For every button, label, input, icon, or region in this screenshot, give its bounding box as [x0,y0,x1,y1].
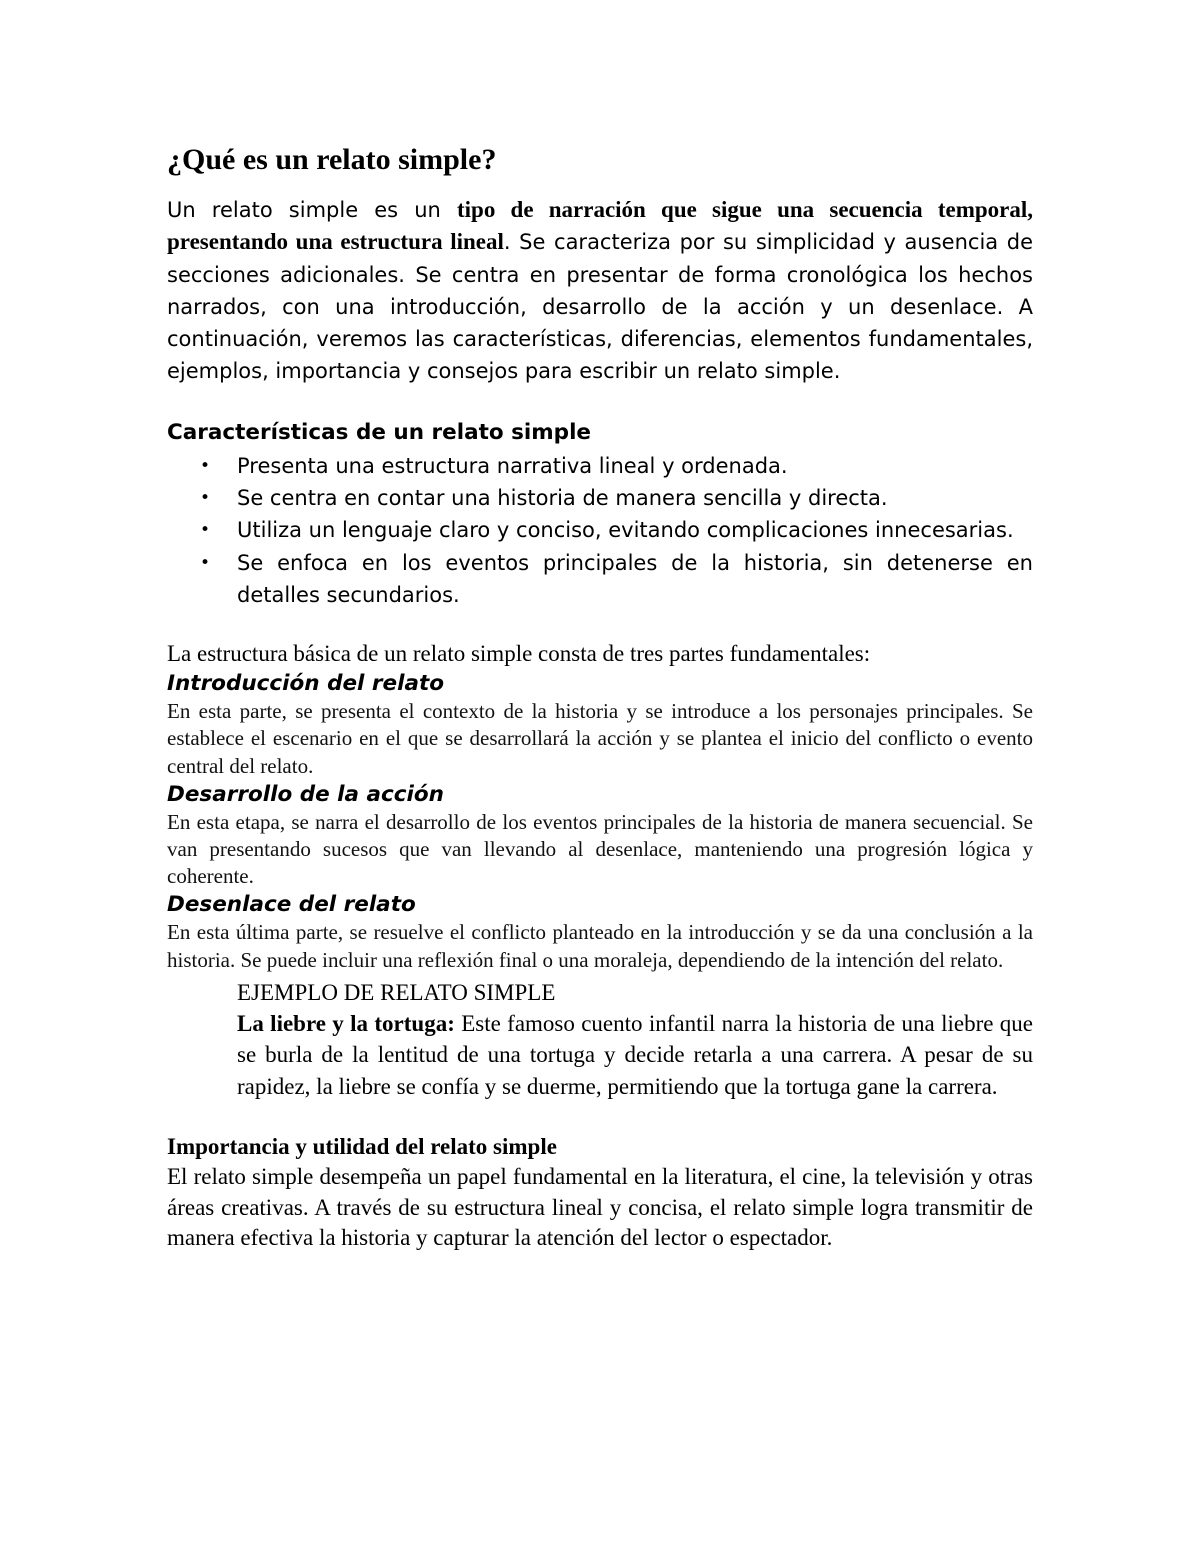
bullet-icon: • [200,488,211,509]
list-item-text: Presenta una estructura narrativa lineal y ordenada. [237,453,788,478]
example-body [237,1008,1033,1103]
example-heading: EJEMPLO DE RELATO SIMPLE [237,979,556,1005]
intro-bold-text: tipo de narración que sigue una secuencia temporal, presentando una estructura lineal [167,197,1033,255]
section-heading-introduccion: Introducción del relato [167,671,445,697]
section-text-introduccion: En esta parte, se presenta el contexto de la historia y se introduce a los personajes principales. Se establece el escenario en el que se desarrollará la acción y se plantea el inicio del conflicto o evento central del relato. [167,699,1033,778]
list-item-text: Utiliza un lenguaje claro y conciso, evitando complicaciones innecesarias. [237,518,1014,543]
page-title: ¿Qué es un relato simple? [167,143,497,176]
list-item-text: Se centra en contar una historia de manera sencilla y directa. [237,486,888,511]
list-item [200,514,1033,546]
example-block [237,978,1033,1103]
section-heading-desarrollo: Desarrollo de la acción [167,781,444,807]
list-item [200,547,1033,612]
section-heading-desenlace: Desenlace del relato [167,892,416,918]
features-list [167,450,1033,611]
intro-text-start: Un relato simple es un [167,198,457,222]
bullet-icon: • [200,552,211,573]
bullet-icon: • [200,520,211,541]
list-item [200,482,1033,514]
list-item-text: Se enfoca en los eventos principales de la historia, sin detenerse en detalles secundarios. [237,550,1033,607]
section-text-desenlace: En esta última parte, se resuelve el conflicto planteado en la introducción y se da una conclusión a la historia. Se puede incluir una reflexión final o una moraleja, dependiendo de la intención del relato. [167,920,1033,972]
example-text: Este famoso cuento infantil narra la historia de una liebre que se burla de la lentitud de una tortuga y decide retarla a una carrera. A pesar de su rapidez, la liebre se confía y se duerme, permitiendo que la tortuga gane la carrera. [237,1010,1033,1099]
structure-lead: La estructura básica de un relato simple consta de tres partes fundamentales: [167,641,871,667]
features-heading: Características de un relato simple [167,419,592,445]
intro-text-end: . Se caracteriza por su simplicidad y ausencia de secciones adicionales. Se centra en presentar de forma cronológica los hechos narrados, con una introducción, desarrollo de la acción y un desenlace. A continuación, veremos las características, diferencias, elementos fundamentales, ejemplos, importancia y consejos para escribir un relato simple. [167,230,1033,384]
section-text-desarrollo: En esta etapa, se narra el desarrollo de los eventos principales de la historia de manera secuencial. Se van presentando sucesos que van llevando al desenlace, manteniendo una progresión lógica y coherente. [167,809,1033,889]
list-item [200,450,1033,482]
document-page [167,138,1033,1254]
importance-text: El relato simple desempeña un papel fundamental en la literatura, el cine, la televisión y otras áreas creativas. A través de su estructura lineal y concisa, el relato simple logra transmitir de manera efectiva la historia y capturar la atención del lector o espectador. [167,1164,1033,1251]
intro-paragraph [167,194,1033,388]
bullet-icon: • [200,455,211,476]
example-title: La liebre y la tortuga: [237,1010,455,1036]
importance-heading: Importancia y utilidad del relato simple [167,1134,557,1160]
